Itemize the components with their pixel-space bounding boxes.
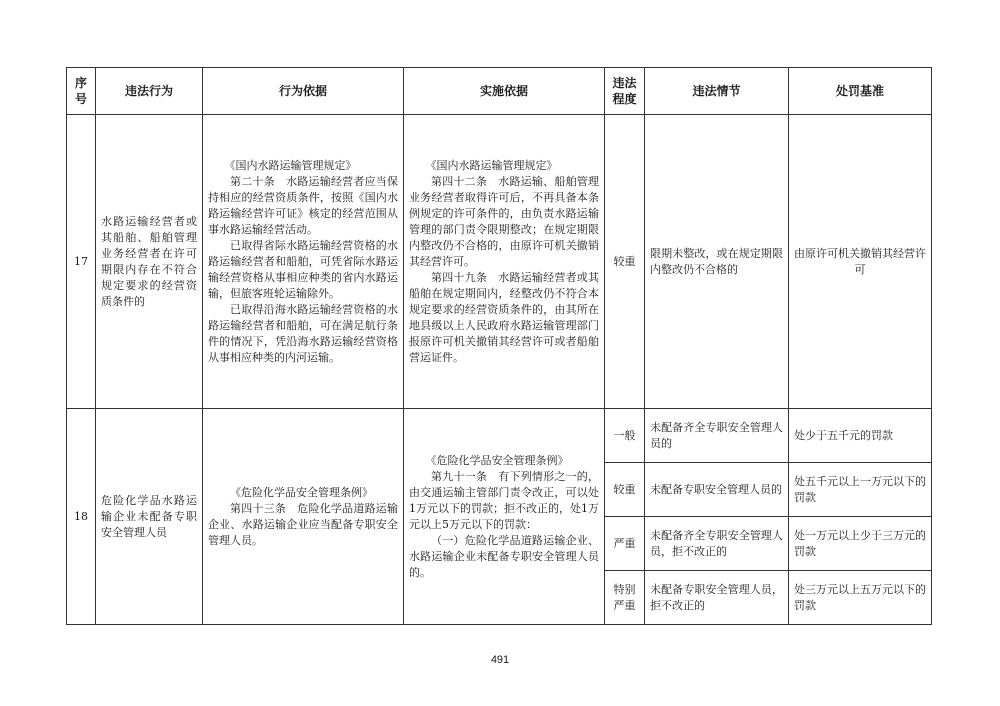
header-circumstance: 违法情节: [645, 68, 789, 115]
header-standard: 处罚基准: [789, 68, 932, 115]
row-18-behavior: 危险化学品水路运输企业未配备专职安全管理人员: [96, 409, 203, 625]
row-17-impl-basis: [404, 115, 605, 409]
row-18-degree-1: 一般: [605, 409, 645, 463]
row-18-circumstance-2: 未配备专职安全管理人员的: [645, 463, 789, 517]
header-row: [67, 68, 932, 115]
impl-article-49: 第四十九条 水路运输经营者或其船舶在规定期间内，经整改仍不符合本规定要求的经营资质条件的，由其所在地县级以上人民政府水路运输管理部门报原许可机关撤销其经营许可或者船舶营运证件。: [409, 270, 599, 364]
row-18-standard-2: 处五千元以上一万元以下的罚款: [789, 463, 932, 517]
table-row-18-sub-1: [67, 409, 932, 463]
header-behavior: 违法行为: [96, 68, 203, 115]
penalty-standard-table: [66, 67, 932, 625]
conduct-paragraph-3: 已取得沿海水路运输经营资格的水路运输经营者和船舶，可在满足航行条件的情况下，凭沿海水路运输经营资格从事相应种类的内河运输。: [208, 302, 398, 364]
row-18-standard-3: 处一万元以上少于三万元的罚款: [789, 517, 932, 571]
impl-article-42: 第四十二条 水路运输、船舶管理业务经营者取得许可后，不再具备本条例规定的许可条件的，由负责水路运输管理的部门责令限期整改；在规定期限内整改仍不合格的，由原许可机关撤销其经营许可。: [409, 174, 599, 268]
row-18-no: 18: [67, 409, 96, 625]
row-17-circumstance: 限期未整改，或在规定期限内整改仍不合格的: [645, 115, 789, 409]
conduct-law-title-18: 《危险化学品安全管理条例》: [230, 485, 373, 499]
row-17-conduct-basis: [203, 115, 404, 409]
header-no: 序号: [67, 68, 96, 115]
row-18-conduct-basis: [203, 409, 404, 625]
page-number: 491: [490, 654, 510, 666]
row-17-no: 17: [67, 115, 96, 409]
row-18-degree-3: 严重: [605, 517, 645, 571]
impl-article-91-item-1: （一）危险化学品道路运输企业、水路运输企业未配备专职安全管理人员的。: [409, 533, 599, 579]
row-18-circumstance-4: 未配备专职安全管理人员，拒不改正的: [645, 571, 789, 625]
header-conduct-basis: 行为依据: [203, 68, 404, 115]
row-17-behavior: 水路运输经营者或其船舶、船舶管理业务经营者在许可期限内存在不符合规定要求的经营资质条件的: [96, 115, 203, 409]
row-18-degree-2: 较重: [605, 463, 645, 517]
conduct-article-20: 第二十条 水路运输经营者应当保持相应的经营资质条件，按照《国内水路运输经营许可证》核定的经营范围从事水路运输经营活动。: [208, 174, 398, 236]
conduct-article-43: 第四十三条 危险化学品道路运输企业、水路运输企业应当配备专职安全管理人员。: [208, 501, 398, 547]
row-18-degree-4: 特别严重: [605, 571, 645, 625]
row-18-circumstance-3: 未配备齐全专职安全管理人员，拒不改正的: [645, 517, 789, 571]
table-row-17: [67, 115, 932, 409]
conduct-paragraph-2: 已取得省际水路运输经营资格的水路运输经营者和船舶，可凭省际水路运输经营资格从事相应种类的省内水路运输，但旅客班轮运输除外。: [208, 238, 398, 300]
row-17-standard: 由原许可机关撤销其经营许可: [789, 115, 932, 409]
row-17-degree: 较重: [605, 115, 645, 409]
row-18-impl-basis: [404, 409, 605, 625]
conduct-law-title: 《国内水路运输管理规定》: [224, 158, 357, 172]
impl-law-title: 《国内水路运输管理规定》: [425, 158, 558, 172]
impl-article-91: 第九十一条 有下列情形之一的，由交通运输主管部门责令改正，可以处1万元以下的罚款；拒不改正的，处1万元以上5万元以下的罚款：: [409, 469, 599, 531]
header-impl-basis: 实施依据: [404, 68, 605, 115]
row-18-standard-1: 处少于五千元的罚款: [789, 409, 932, 463]
row-18-circumstance-1: 未配备齐全专职安全管理人员的: [645, 409, 789, 463]
impl-law-title-18: 《危险化学品安全管理条例》: [425, 453, 569, 467]
header-degree: 违法程度: [605, 68, 645, 115]
row-18-standard-4: 处三万元以上五万元以下的罚款: [789, 571, 932, 625]
